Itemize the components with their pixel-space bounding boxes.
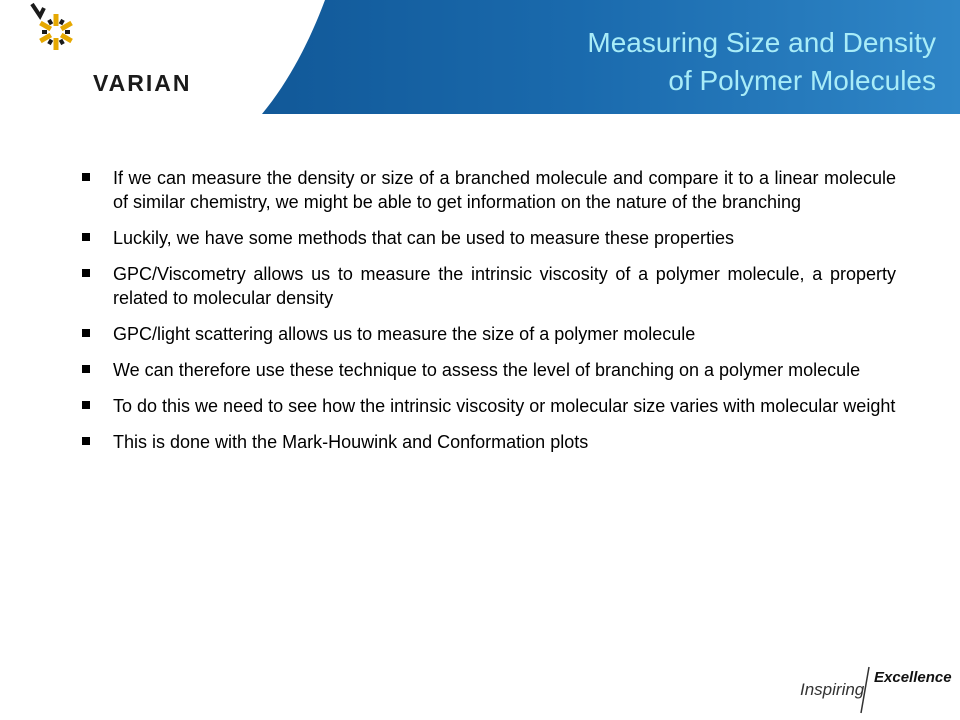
- bullet-marker-icon: [82, 437, 90, 445]
- bullet-marker-icon: [82, 269, 90, 277]
- list-item: [82, 394, 896, 418]
- title-line-1: Measuring Size and Density: [587, 27, 936, 58]
- bullet-text: This is done with the Mark-Houwink and Conformation plots: [113, 432, 589, 452]
- title-line-2: of Polymer Molecules: [668, 65, 936, 96]
- bullet-marker-icon: [82, 173, 90, 181]
- bullet-text: If we can measure the density or size of a branched molecule and compare it to a linear molecule of similar chemistry, we might be able to get information on the nature of the branching: [113, 168, 896, 212]
- list-item: [82, 262, 896, 310]
- bullet-list: [82, 166, 896, 466]
- slide-header: [0, 0, 960, 114]
- bullet-text: Luckily, we have some methods that can be used to measure these properties: [113, 228, 735, 248]
- bullet-marker-icon: [82, 233, 90, 241]
- bullet-marker-icon: [82, 401, 90, 409]
- slide-title: [587, 24, 936, 100]
- list-item: [82, 166, 896, 214]
- bullet-marker-icon: [82, 365, 90, 373]
- footer-tagline: [790, 660, 950, 715]
- bullet-text: GPC/Viscometry allows us to measure the intrinsic viscosity of a polymer molecule, a property related to molecular density: [113, 264, 896, 308]
- brand-name: VARIAN: [93, 70, 192, 96]
- tagline-divider-icon: [858, 665, 872, 715]
- bullet-text: To do this we need to see how the intrinsic viscosity or molecular size varies with molecular weight: [113, 396, 896, 416]
- bullet-text: We can therefore use these technique to assess the level of branching on a polymer molecule: [113, 360, 861, 380]
- list-item: [82, 226, 896, 250]
- tagline-word-inspiring: Inspiring: [800, 680, 865, 699]
- list-item: [82, 358, 896, 382]
- list-item: [82, 430, 896, 454]
- list-item: [82, 322, 896, 346]
- bullet-text: GPC/light scattering allows us to measure the size of a polymer molecule: [113, 324, 696, 344]
- bullet-marker-icon: [82, 329, 90, 337]
- tagline-word-excellence: Excellence: [874, 669, 952, 686]
